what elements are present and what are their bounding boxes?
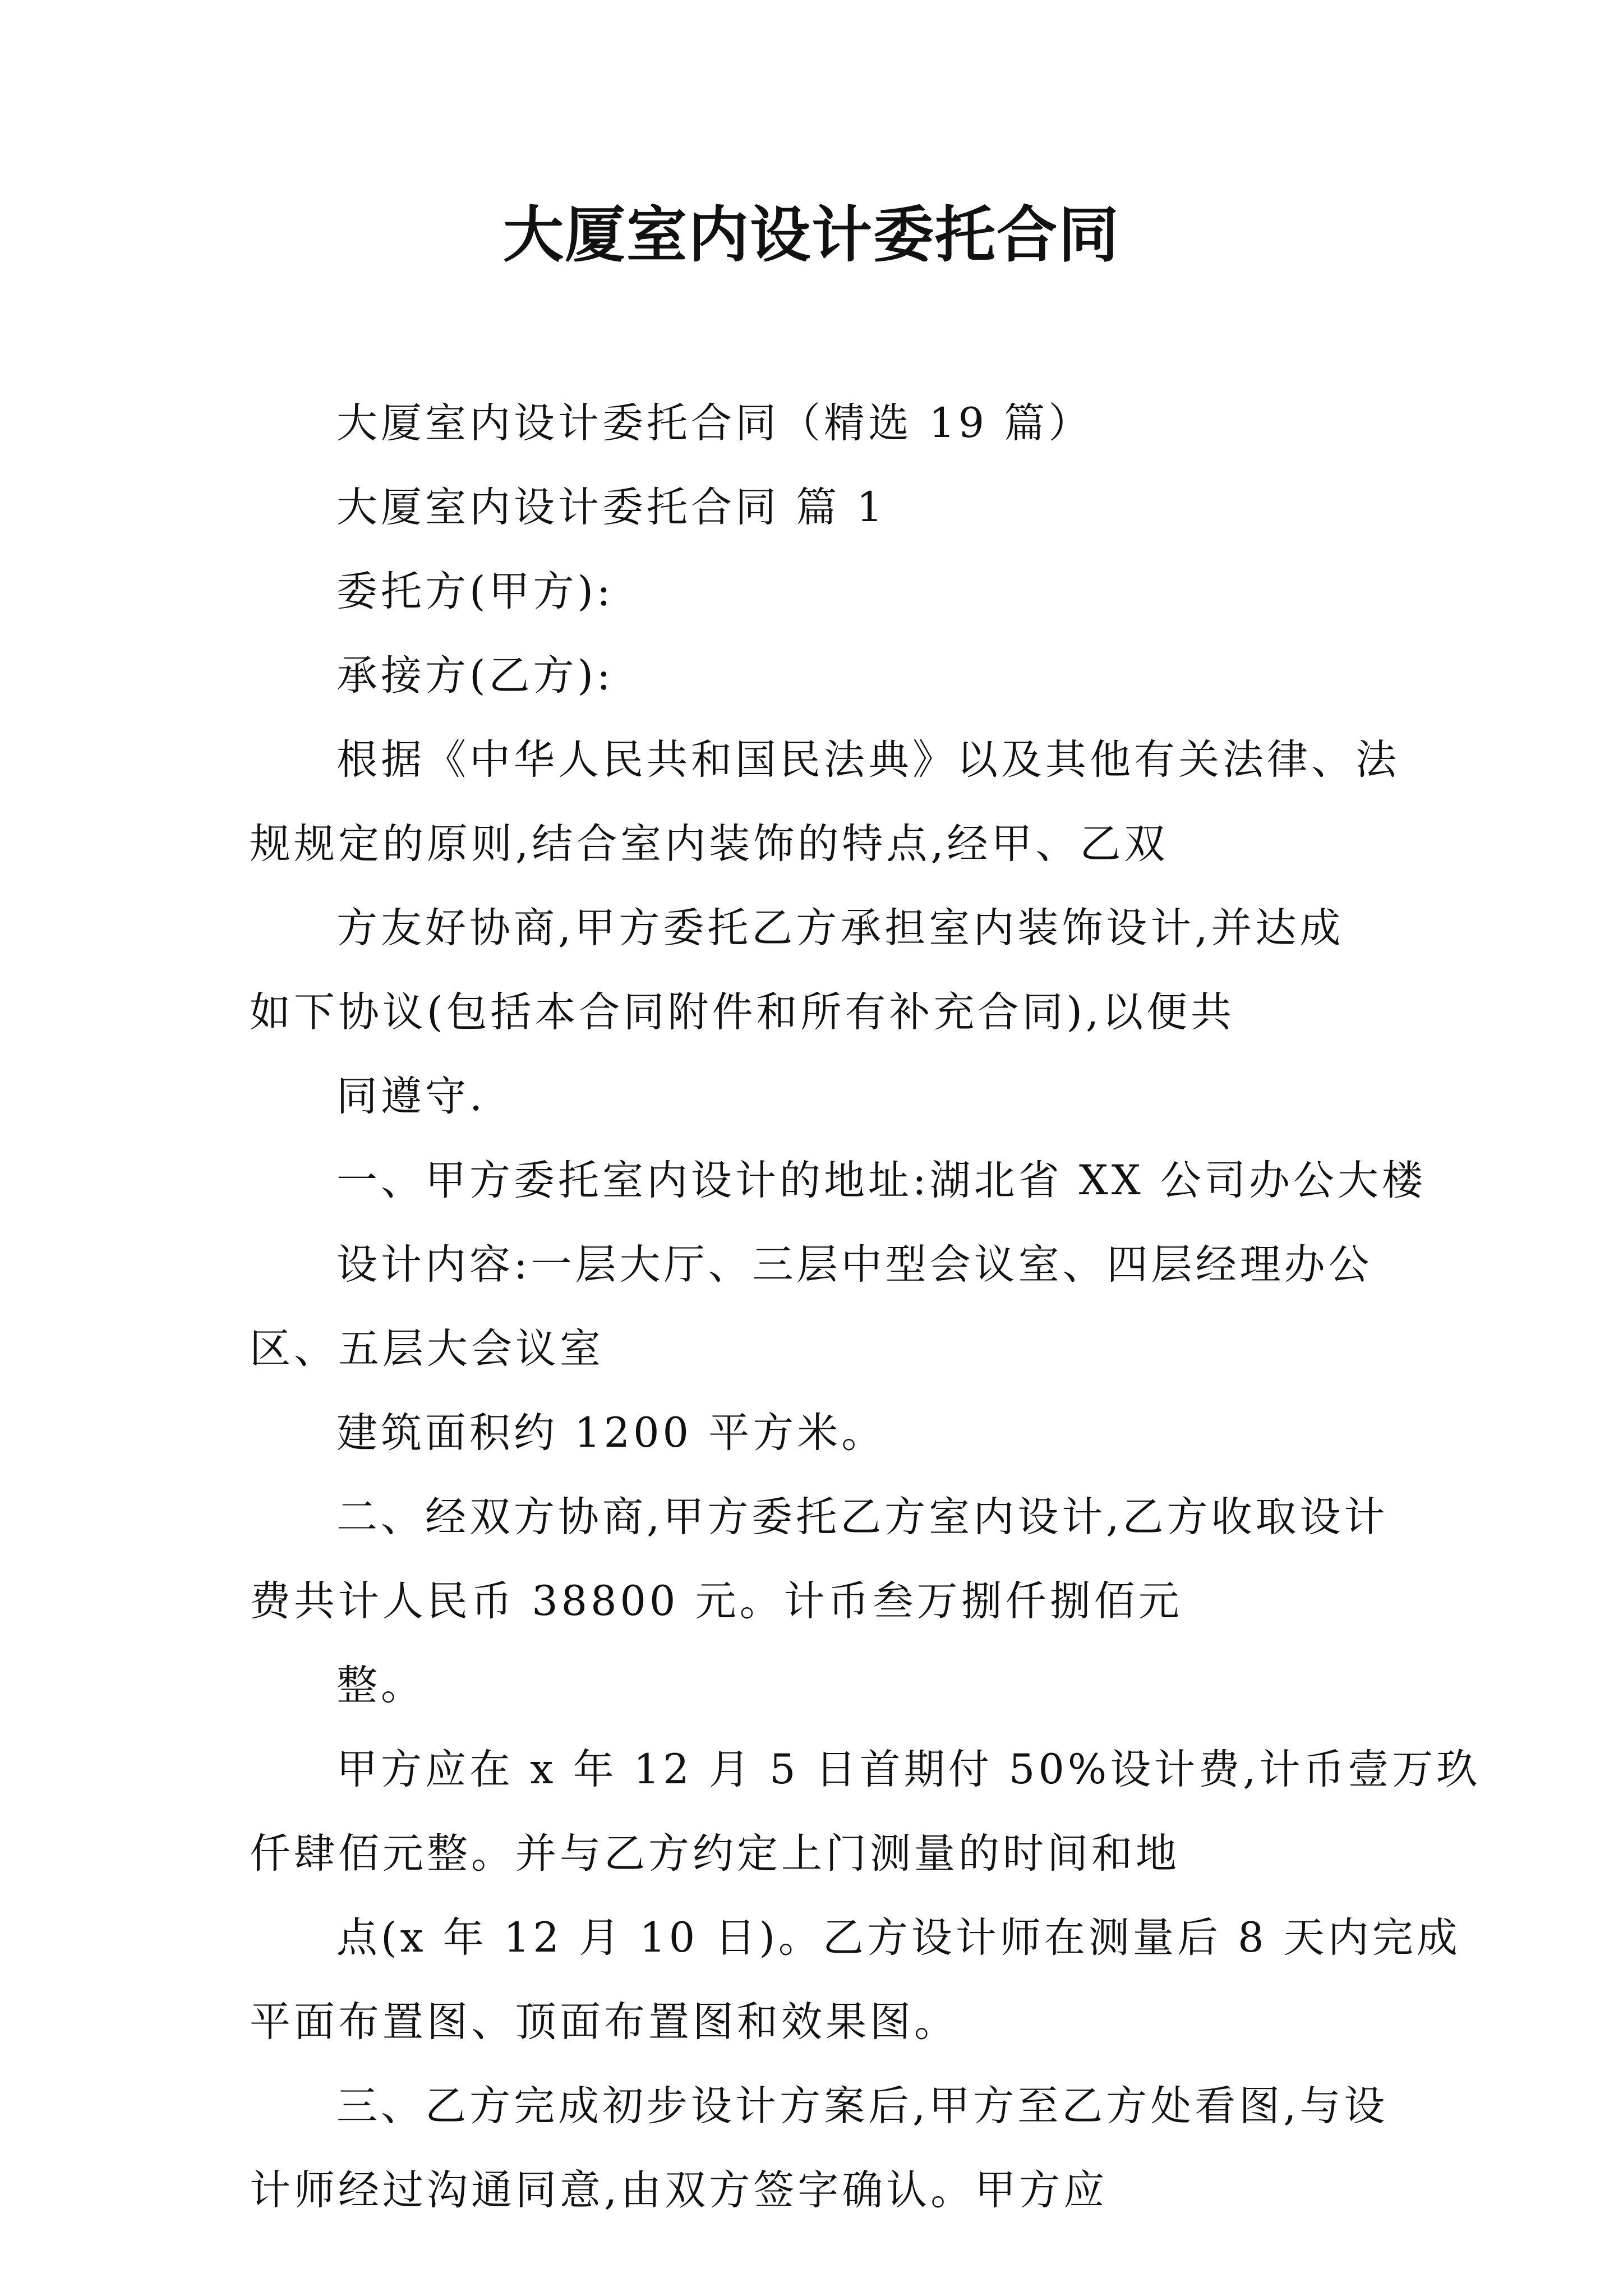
paragraph-line: 委托方(甲方): [336, 568, 614, 615]
paragraph-line: 整。 [336, 1662, 425, 1709]
paragraph-line: 大厦室内设计委托合同（精选 19 篇） [336, 399, 1093, 447]
document-title: 大厦室内设计委托合同 [502, 200, 1120, 270]
paragraph-line: 三、乙方完成初步设计方案后,甲方至乙方处看图,与设 [336, 2082, 1389, 2130]
paragraph-line: 甲方应在 x 年 12 月 5 日首期付 50%设计费,计币壹万玖 [336, 1746, 1481, 1793]
paragraph-line: 点(x 年 12 月 10 日)。乙方设计师在测量后 8 天内完成 [336, 1914, 1461, 1962]
paragraph-line: 规规定的原则,结合室内装饰的特点,经甲、乙双 [250, 820, 1169, 868]
paragraph-line: 二、经双方协商,甲方委托乙方室内设计,乙方收取设计 [336, 1493, 1389, 1541]
paragraph-line: 同遵守. [336, 1073, 486, 1120]
paragraph-line: 方友好协商,甲方委托乙方承担室内装饰设计,并达成 [336, 904, 1344, 952]
document-body [250, 381, 1481, 2233]
paragraph-line: 计师经过沟通同意,由双方签字确认。甲方应 [250, 2166, 1108, 2214]
paragraph-line: 大厦室内设计委托合同 篇 1 [336, 484, 886, 531]
paragraph-line: 平面布置图、顶面布置图和效果图。 [250, 1998, 958, 2046]
paragraph-line: 仟肆佰元整。并与乙方约定上门测量的时间和地 [250, 1830, 1180, 1878]
paragraph-line: 区、五层大会议室 [250, 1325, 604, 1373]
paragraph-line: 建筑面积约 1200 平方米。 [336, 1409, 886, 1457]
paragraph-line: 根据《中华人民共和国民法典》以及其他有关法律、法 [336, 736, 1400, 784]
paragraph-line: 费共计人民币 38800 元。计币叁万捌仟捌佰元 [250, 1577, 1183, 1625]
paragraph-line: 设计内容:一层大厅、三层中型会议室、四层经理办公 [336, 1241, 1373, 1289]
paragraph-line: 一、甲方委托室内设计的地址:湖北省 XX 公司办公大楼 [336, 1157, 1426, 1204]
paragraph-line: 如下协议(包括本合同附件和所有补充合同),以便共 [250, 988, 1235, 1036]
paragraph-line: 承接方(乙方): [336, 652, 614, 700]
